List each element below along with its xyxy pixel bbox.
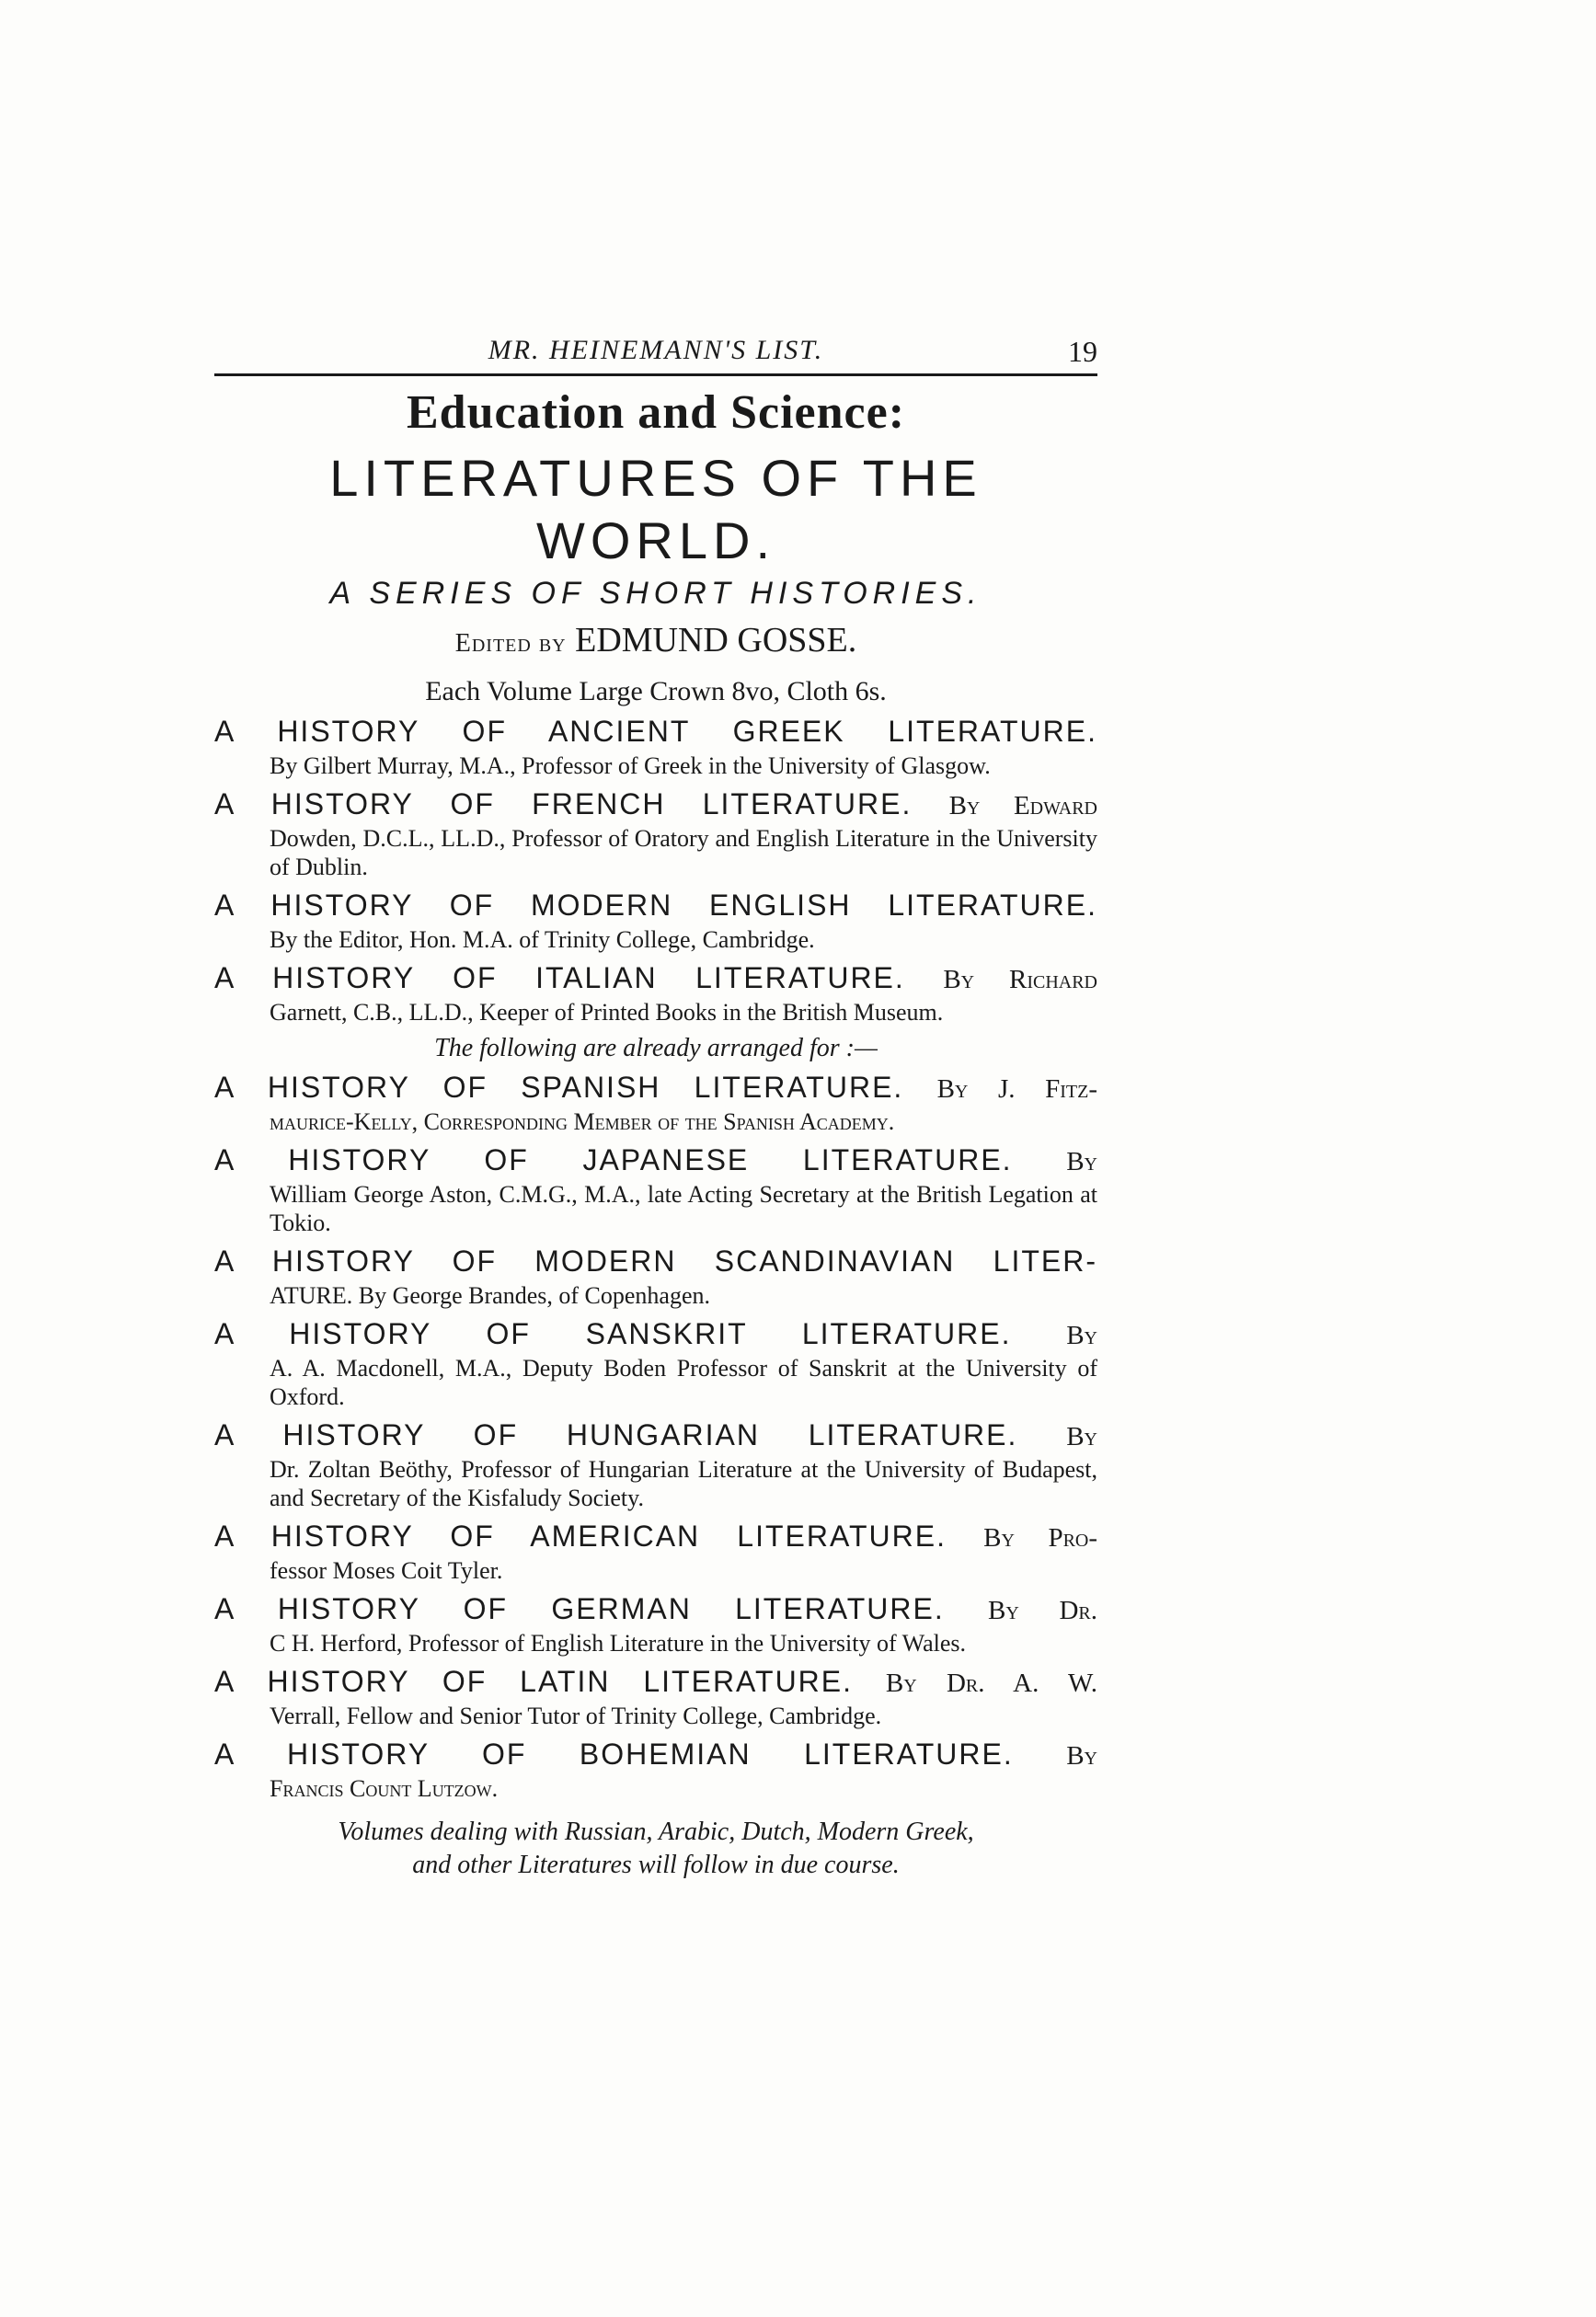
entry-by: By Dr. bbox=[988, 1596, 1097, 1625]
list-item bbox=[214, 1141, 1097, 1237]
entry-description: C H. Herford, Professor of English Literature in the University of Wales. bbox=[270, 1630, 967, 1657]
list-item bbox=[214, 786, 1097, 881]
running-title: MR. HEINEMANN'S LIST. bbox=[488, 335, 824, 365]
list-item bbox=[214, 1069, 1097, 1136]
entry-description: Verrall, Fellow and Senior Tutor of Trinity College, Cambridge. bbox=[270, 1703, 882, 1729]
entry-title: A HISTORY OF MODERN SCANDINAVIAN LITER- bbox=[214, 1245, 1097, 1278]
entry-description: By Gilbert Murray, M.A., Professor of Greek in the University of Glasgow. bbox=[270, 752, 991, 779]
closing-note bbox=[214, 1816, 1097, 1882]
arranged-note: The following are already arranged for :— bbox=[434, 1034, 878, 1062]
page bbox=[214, 331, 1097, 1882]
entry-description: A. A. Macdonell, M.A., Deputy Boden Professor of Sanskrit at the University of Oxford. bbox=[270, 1355, 1097, 1410]
entry-description: maurice-Kelly, Corresponding Member of the Spanish Academy. bbox=[270, 1108, 895, 1135]
entry-description: Dowden, D.C.L., LL.D., Professor of Oratory and English Literature in the University of Dublin. bbox=[270, 825, 1097, 880]
entry-title: A HISTORY OF GERMAN LITERATURE. bbox=[214, 1592, 945, 1625]
header-rule bbox=[214, 373, 1097, 376]
entry-by: By J. Fitz- bbox=[936, 1074, 1098, 1104]
entry-title: A HISTORY OF SPANISH LITERATURE. bbox=[214, 1071, 904, 1104]
list-item bbox=[214, 1417, 1097, 1512]
entry-by: By Edward bbox=[948, 791, 1097, 820]
list-item bbox=[214, 1590, 1097, 1657]
entry-title: A HISTORY OF BOHEMIAN LITERATURE. bbox=[214, 1738, 1014, 1771]
entry-description: Francis Count Lutzow. bbox=[270, 1775, 499, 1802]
list-item bbox=[214, 887, 1097, 954]
entry-title: A HISTORY OF MODERN ENGLISH LITERATURE. bbox=[214, 889, 1097, 922]
closing-line-1: Volumes dealing with Russian, Arabic, Dutch, Modern Greek, bbox=[338, 1818, 974, 1846]
arranged-entries-list bbox=[214, 1069, 1097, 1803]
entry-title: A HISTORY OF JAPANESE LITERATURE. bbox=[214, 1143, 1013, 1176]
list-item bbox=[214, 1736, 1097, 1803]
entry-title: A HISTORY OF ANCIENT GREEK LITERATURE. bbox=[214, 715, 1097, 748]
list-item bbox=[214, 713, 1097, 780]
entry-description: William George Aston, C.M.G., M.A., late Acting Secretary at the British Legation at Tokio. bbox=[270, 1181, 1097, 1236]
list-item bbox=[214, 1243, 1097, 1310]
entry-by: By bbox=[1066, 1422, 1098, 1451]
entry-title: A HISTORY OF AMERICAN LITERATURE. bbox=[214, 1520, 947, 1553]
series-title: LITERATURES OF THE WORLD. bbox=[329, 449, 982, 569]
page-number: 19 bbox=[1068, 335, 1097, 368]
entry-description: Garnett, C.B., LL.D., Keeper of Printed Books in the British Museum. bbox=[270, 999, 944, 1026]
list-item bbox=[214, 1315, 1097, 1411]
running-head bbox=[214, 331, 1097, 373]
entry-description: By the Editor, Hon. M.A. of Trinity College, Cambridge. bbox=[270, 926, 815, 953]
closing-line-2: and other Literatures will follow in due course. bbox=[412, 1851, 900, 1879]
list-item bbox=[214, 1518, 1097, 1585]
entry-title: A HISTORY OF SANSKRIT LITERATURE. bbox=[214, 1317, 1012, 1350]
volume-info: Each Volume Large Crown 8vo, Cloth 6s. bbox=[425, 676, 887, 706]
entry-title: A HISTORY OF ITALIAN LITERATURE. bbox=[214, 961, 905, 994]
entry-description: ATURE. By George Brandes, of Copenhagen. bbox=[270, 1282, 710, 1309]
entry-description: Dr. Zoltan Beöthy, Professor of Hungarian Literature at the University of Budapest, and Secretary of the Kisfaludy Society. bbox=[270, 1456, 1097, 1511]
entry-title: A HISTORY OF FRENCH LITERATURE. bbox=[214, 787, 913, 820]
entry-by: By Dr. A. W. bbox=[885, 1669, 1098, 1698]
entry-by: By Richard bbox=[943, 965, 1098, 994]
list-item bbox=[214, 1663, 1097, 1730]
edited-by-label: Edited by bbox=[454, 629, 567, 658]
entries-list bbox=[214, 713, 1097, 1027]
entry-by: By Pro- bbox=[983, 1523, 1098, 1553]
editor-name: EDMUND GOSSE. bbox=[575, 621, 857, 660]
list-item bbox=[214, 959, 1097, 1027]
entry-by: By bbox=[1066, 1741, 1097, 1771]
editor-line bbox=[214, 617, 1097, 667]
entry-title: A HISTORY OF LATIN LITERATURE. bbox=[214, 1665, 854, 1698]
section-heading: Education and Science: bbox=[406, 386, 906, 439]
entry-by: By bbox=[1066, 1147, 1098, 1176]
series-subtitle: A SERIES OF SHORT HISTORIES. bbox=[329, 576, 982, 611]
entry-description: fessor Moses Coit Tyler. bbox=[270, 1557, 503, 1584]
entry-title: A HISTORY OF HUNGARIAN LITERATURE. bbox=[214, 1418, 1018, 1451]
entry-by: By bbox=[1066, 1321, 1098, 1350]
